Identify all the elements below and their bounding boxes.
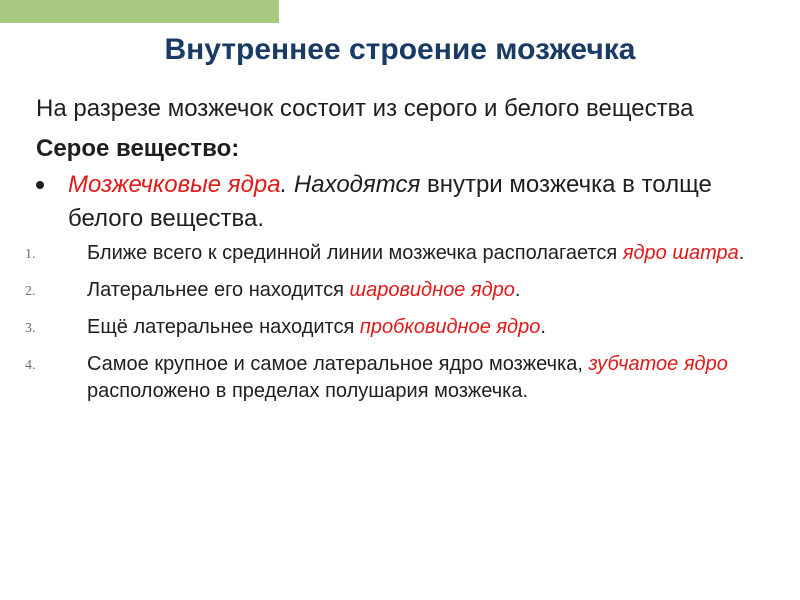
list-item [25, 314, 766, 341]
item-text: Самое крупное и самое латеральное ядро мозжечка, [87, 353, 589, 375]
list-number: 4. [25, 358, 36, 373]
nuclei-term: Мозжечковые ядра [68, 171, 281, 198]
nucleus-name: пробковидное ядро [359, 316, 541, 338]
list-item [25, 240, 766, 267]
located-word: Находятся [293, 171, 421, 198]
item-text: Ближе всего к срединной линии мозжечка располагается [87, 242, 623, 264]
list-item [25, 351, 766, 405]
list-number: 2. [25, 284, 36, 299]
nucleus-name: зубчатое ядро [588, 353, 728, 375]
term-separator: . [280, 171, 294, 198]
item-text-end: . [738, 242, 745, 264]
item-text: Ещё латеральнее находится [87, 316, 360, 338]
intro-paragraph: На разрезе мозжечок состоит из серого и белого вещества [36, 95, 694, 122]
bullet-rest: внутри мозжечка в толще белого вещества. [68, 171, 712, 232]
gray-matter-heading: Серое вещество: [36, 135, 240, 162]
nuclei-list [25, 240, 766, 405]
bullet-item [36, 168, 766, 236]
list-number: 3. [25, 321, 36, 336]
item-text-end: расположено в пределах полушария мозжечка. [87, 380, 529, 402]
list-item [25, 277, 766, 304]
bullet-dot-icon [36, 181, 44, 189]
item-text: Латеральнее его находится [87, 279, 350, 301]
slide-content [25, 92, 766, 415]
item-text-end: . [514, 279, 521, 301]
slide-title: Внутреннее строение мозжечка [164, 33, 636, 66]
item-text-end: . [540, 316, 546, 338]
nucleus-name: ядро шатра [622, 242, 739, 264]
list-number: 1. [25, 247, 36, 262]
nucleus-name: шаровидное ядро [349, 279, 515, 301]
accent-bar [0, 0, 279, 23]
